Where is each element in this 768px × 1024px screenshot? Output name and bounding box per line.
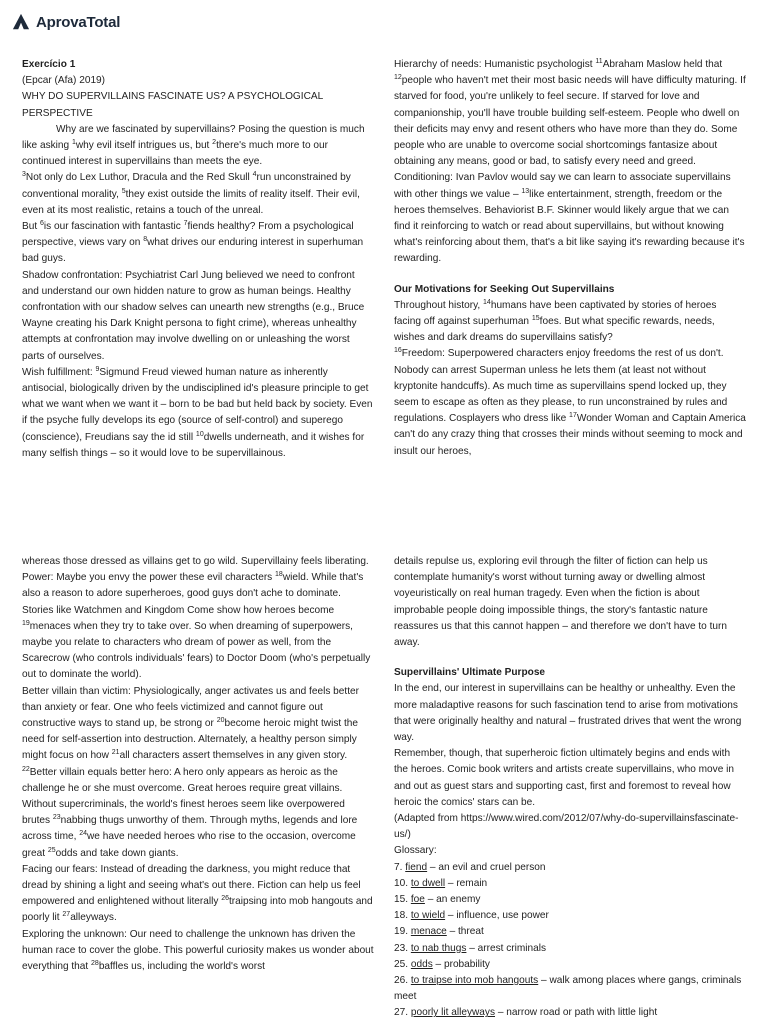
- glossary-item: 27. poorly lit alleyways – narrow road or path with little light: [394, 1007, 658, 1019]
- glossary-item: 23. to nab thugs – arrest criminals: [394, 942, 547, 954]
- paragraph: $^{16}$Freedom: Superpowered characters enjoy freedoms the rest of us don't. Nobody can arrest Superman unless he lets them (at least not without kryptonite handcuffs). As much time as supervillains spend locked up, they seem to escape as often as they please, to run unconstrained by rules and regulations. Cosplayers who dress like $^{17}$Wonder Woman and Captain America can't do any crazy thing that crosses their minds without seeming to mock and insult our heroes,: [394, 347, 746, 457]
- glossary-item: 7. fiend – an evil and cruel person: [394, 861, 546, 873]
- brand-logo-icon: [12, 13, 30, 31]
- glossary-item: 15. foe – an enemy: [394, 894, 481, 906]
- glossary-title: Glossary:: [394, 845, 437, 857]
- paragraph: Power: Maybe you envy the power these evil characters $^{18}$wield. While that's also a reason to adore superheroes, good guys don't ache to dominate. Stories like Watchmen and Kingdom Come show how heroes become $^{19}$menaces when they try to take over. So when dreaming of superpowers, maybe you relate to characters who dream of power as well, from the Scarecrow (who controls individuals' fears) to Doctor Doom (who's perpetually out to dominate the world).: [22, 571, 371, 681]
- paragraph: Better villain than victim: Physiologically, anger activates us and feels better than anxiety or fear. One who feels victimized and cannot figure out constructive ways to stand up, be strong or $^{20}$become heroic might twist the need for self-assertion into destruction. Alternately, a healthy person simply might focus on how $^{21}$all characters assert themselves in any given story.: [22, 685, 359, 762]
- exercise-source: (Epcar (Afa) 2019): [22, 75, 106, 87]
- paragraph: In the end, our interest in supervillains can be healthy or unhealthy. Even the more maladaptive reasons for such fascination tend to arise from motivations that were originally healthy and natural – frustrated drives that went the wrong way.: [394, 683, 742, 744]
- glossary-list: [394, 860, 746, 1022]
- glossary-item: 18. to wield – influence, use power: [394, 910, 549, 922]
- glossary-item: 26. to traipse into mob hangouts – walk among places where gangs, criminals meet: [394, 975, 742, 1003]
- paragraph: $^3$Not only do Lex Luthor, Dracula and the Red Skull $^4$run unconstrained by conventional morality, $^5$they exist outside the limits of reality itself. Their evil, even at its most realistic, retains a touch of the unreal.: [22, 171, 360, 216]
- paragraph: Exploring the unknown: Our need to challenge the unknown has driven the human race to cover the globe. This powerful curiosity makes us wonder about everything that $^{28}$baffles us, including the world's worst: [22, 928, 374, 973]
- paragraph: Hierarchy of needs: Humanistic psychologist $^{11}$Abraham Maslow held that $^{12}$people who haven't met their most basic needs will have difficulty maturing. If starved for food, you're unlikely to feel secure. If starved for love and companionship, you'll have trouble building self-esteem. People who dwell on their deficits may envy and resent others who have more than they do. Some people who are unable to overcome social shortcomings fantasize about obtaining any means, good or bad, to satisfy every need and greed.: [394, 58, 746, 168]
- paragraph: Throughout history, $^{14}$humans have been captivated by stories of heroes facing off against superhuman $^{15}$foes. But what specific rewards, needs, wishes and dark dreams do supervillains satisfy?: [394, 298, 717, 344]
- brand-name: AprovaTotal: [36, 13, 121, 31]
- article-title: WHY DO SUPERVILLAINS FASCINATE US? A PSYCHOLOGICAL PERSPECTIVE: [22, 91, 323, 119]
- column-right-bottom: [394, 554, 746, 1022]
- section-heading: Supervillains' Ultimate Purpose: [394, 667, 546, 679]
- glossary-item: 19. menace – threat: [394, 926, 484, 938]
- section-heading: Our Motivations for Seeking Out Supervillains: [394, 283, 615, 295]
- column-left-bottom: [22, 554, 374, 975]
- column-right-top: [394, 57, 746, 460]
- paragraph: Shadow confrontation: Psychiatrist Carl Jung believed we need to confront and understand our own hidden nature to grow as human beings. Healthy confrontation with our shadow selves can unearth new strengths (e.g., Bruce Wayne creating his Dark Knight persona to fight crime), whereas unhealthy attempts at confrontation may involve dwelling on or unleashing the worst parts of ourselves.: [22, 269, 365, 362]
- paragraph: Conditioning: Ivan Pavlov would say we can learn to associate supervillains with other things we value – $^{13}$like entertainment, strength, freedom or the heroes themselves. Behaviorist B.F. Skinner would likely argue that we can find it reinforcing to watch or read about supervillains, but without knowing what's reinforcing about them, that's a bit like saying it's rewarding because it's rewarding.: [394, 172, 745, 265]
- column-left-top: [22, 57, 374, 462]
- exercise-label: Exercício 1: [22, 59, 76, 70]
- adapted-source: (Adapted from https://www.wired.com/2012/07/why-do-supervillainsfascinate-us/): [394, 813, 739, 841]
- paragraph: whereas those dressed as villains get to go wild. Supervillainy feels liberating.: [22, 556, 369, 567]
- brand-logo[interactable]: [12, 10, 120, 34]
- paragraph: details repulse us, exploring evil through the filter of fiction can help us contemplate humanity's worst without turning away or dwelling almost voyeuristically on real human tragedy. Even when the fiction is about improbable people doing impossible things, the story's fantastic nature reassures us that this cannot happen – and therefore we don't have to turn away.: [394, 556, 727, 649]
- glossary-item: 10. to dwell – remain: [394, 877, 488, 889]
- paragraph: Facing our fears: Instead of dreading the darkness, you might reduce that dread by shining a light and seeing what's out there. Fiction can help us feel empowered and enlightened without literally $^{26}$traipsing into mob hangouts and poorly lit $^{27}$alleyways.: [22, 863, 373, 924]
- paragraph: Why are we fascinated by supervillains? Posing the question is much like asking $^1$why evil itself intrigues us, but $^2$there's much more to our continued interest in supervillains than meets the eye.: [22, 123, 365, 168]
- paragraph: But $^6$is our fascination with fantastic $^7$fiends healthy? From a psychological perspective, views vary on $^8$what drives our enduring interest in superhuman bad guys.: [22, 220, 364, 265]
- paragraph: Remember, though, that superheroic fiction ultimately begins and ends with the heroes. Comic book writers and artists create supervillains, who move in and out as guest stars and supporting cast, first and foremost to reveal how heroic the comics' stars can be.: [394, 748, 734, 808]
- paragraph: $^{22}$Better villain equals better hero: A hero only appears as heroic as the challenge he or she must overcome. Great heroes require great villains. Without supercriminals, the world's finest heroes seem like overpowered brutes $^{23}$nabbing thugs unworthy of them. Through myths, legends and lore across time, $^{24}$we have needed heroes who rise to the occasion, overcome great $^{25}$odds and take down giants.: [22, 765, 358, 859]
- glossary-item: 25. odds – probability: [394, 958, 490, 970]
- paragraph: Wish fulfillment: $^9$Sigmund Freud viewed human nature as inherently antisocial, biologically driven by the undisciplined id's pleasure principle to get what we want when we want it – born to be bad but held back by society. Even if the psyche fully develops its ego (source of self-control) and superego (conscience), Freudians say the id still $^{10}$dwells underneath, and it wishes for many selfish things – so it would love to be supervillainous.: [22, 365, 373, 459]
